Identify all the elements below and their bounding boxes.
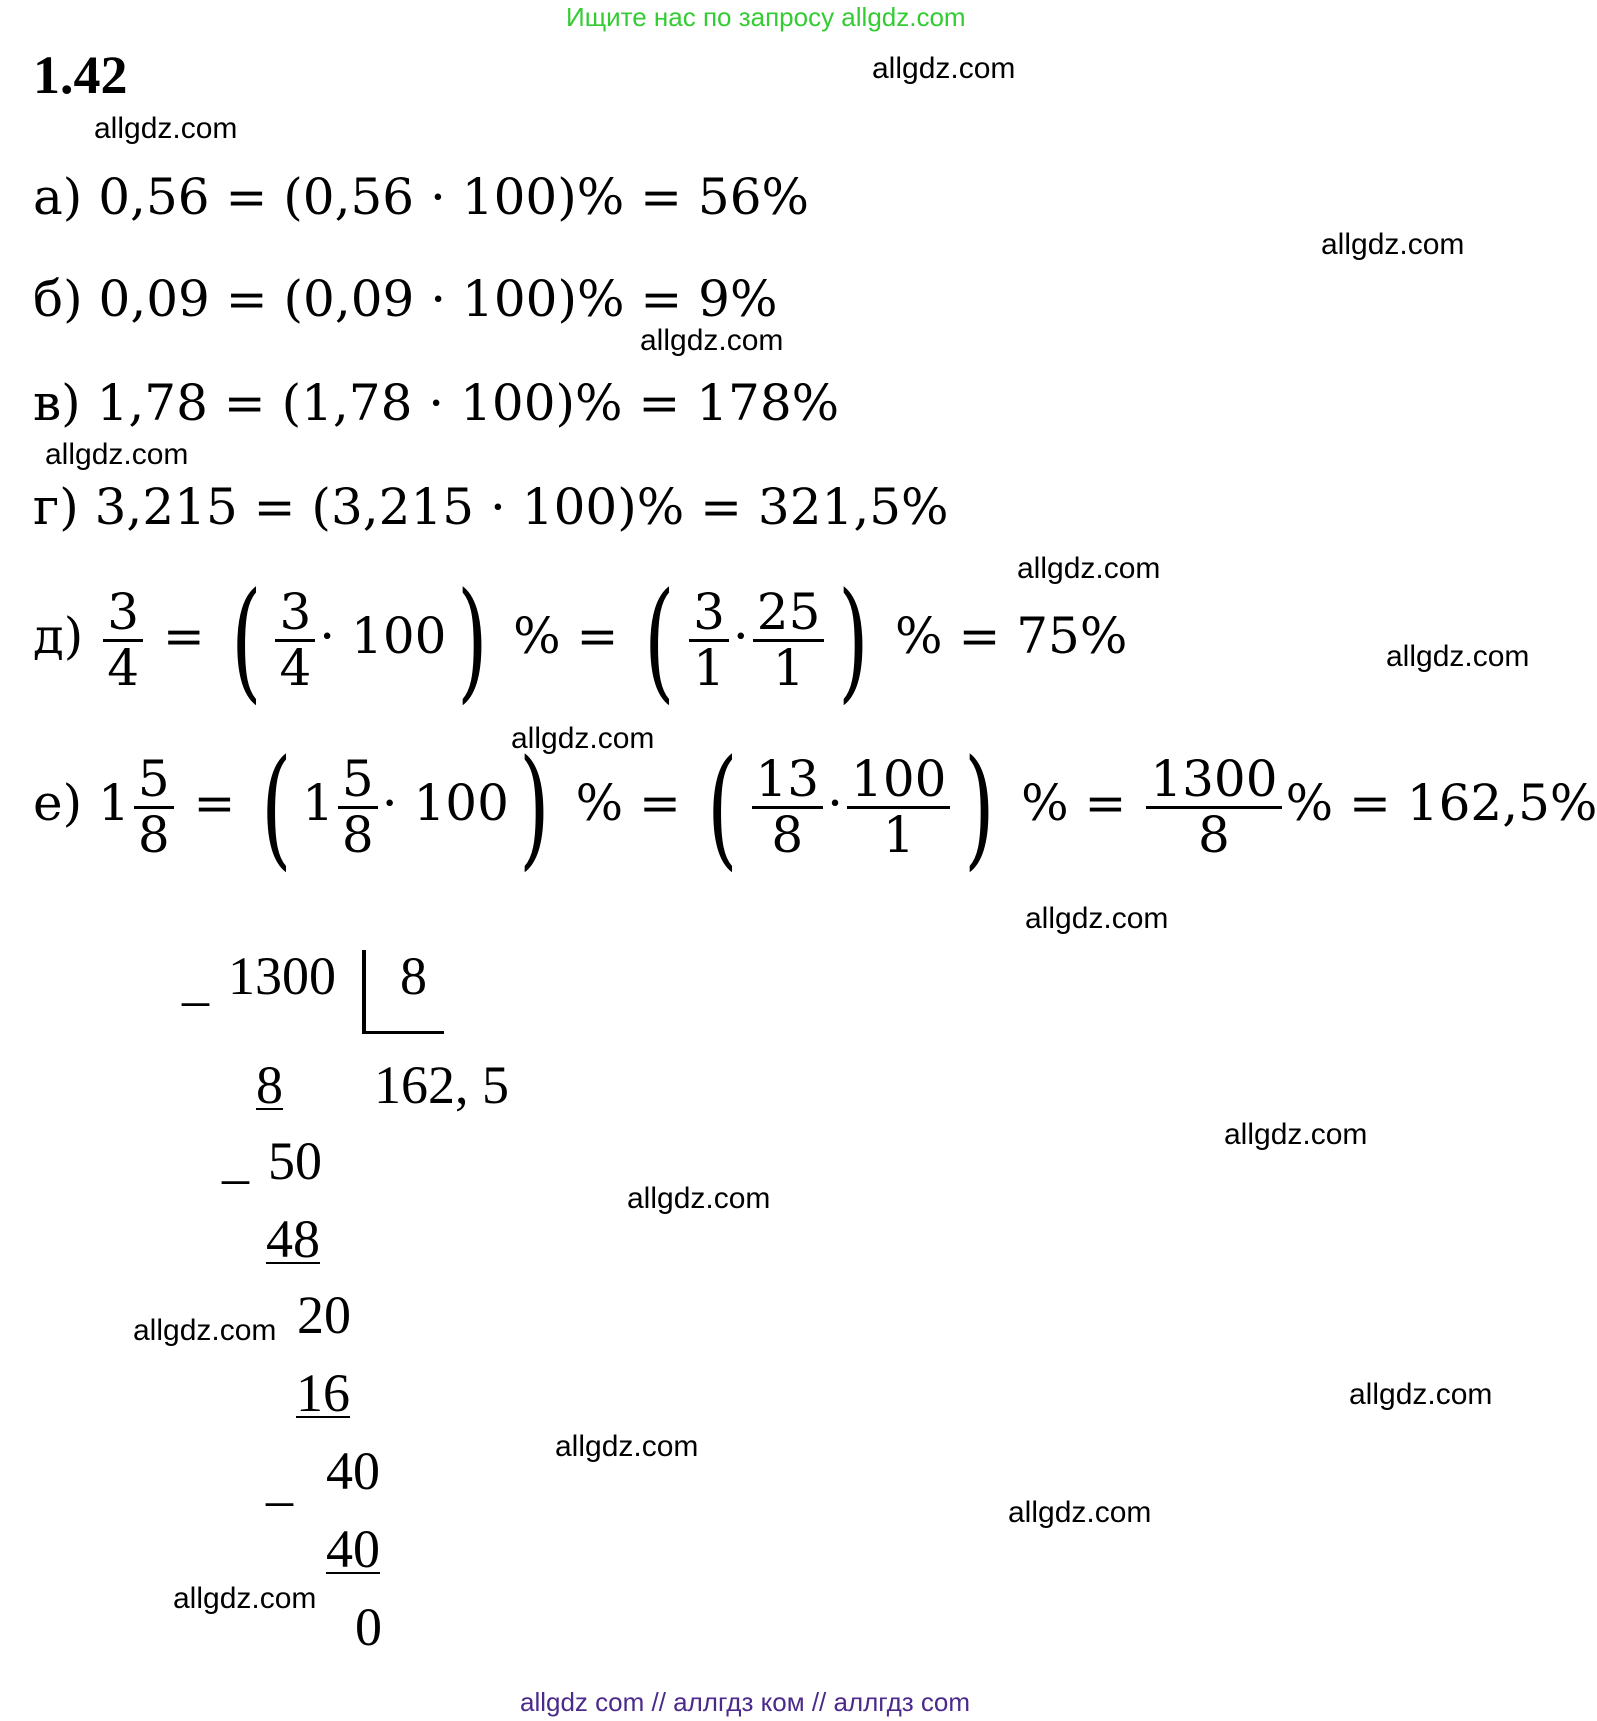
watermark: allgdz.com [1025, 902, 1169, 935]
division-step: 50 [268, 1131, 322, 1191]
watermark: allgdz.com [511, 722, 655, 755]
equation-label: д) [33, 607, 84, 665]
watermark: allgdz.com [1008, 1496, 1152, 1529]
quotient: 162, 5 [374, 1055, 509, 1115]
division-step: 20 [297, 1285, 351, 1345]
dividend: 1300 [228, 946, 336, 1006]
minus-sign: _ [222, 1129, 249, 1189]
watermark: allgdz.com [1224, 1118, 1368, 1151]
exercise-number: 1.42 [33, 45, 128, 105]
equation-body: 3,215 = (3,215 · 100)% = 321,5% [94, 478, 949, 536]
watermark: allgdz.com [1321, 228, 1465, 261]
equation-g [33, 478, 949, 536]
watermark: allgdz.com [173, 1582, 317, 1615]
division-step: 8 [256, 1055, 283, 1115]
equation-e: е) 1 $\frac{5}{8}$ = ( 1 $\frac{5}{8}$ · 100) % = ( $\frac{13}{8}$ · $\frac{100}{1}$ ) % = $\frac{1300}{8}$ % = 162,5% [33, 731, 1597, 883]
watermark: allgdz.com [133, 1314, 277, 1347]
equation-label: а) [33, 168, 83, 226]
watermark: allgdz.com [1386, 640, 1530, 673]
divisor: 8 [400, 946, 427, 1006]
division-step: 16 [296, 1363, 350, 1423]
watermark: allgdz.com [1017, 552, 1161, 585]
equation-label: б) [33, 270, 83, 328]
fraction: $\frac{5}{8}$ [134, 753, 174, 861]
watermark: allgdz.com [872, 52, 1016, 85]
equation-v [33, 374, 839, 432]
watermark: allgdz.com [627, 1182, 771, 1215]
divisor-underline [362, 1031, 444, 1034]
equation-body: 1,78 = (1,78 · 100)% = 178% [96, 374, 840, 432]
watermark: allgdz.com [640, 324, 784, 357]
equation-label: в) [33, 374, 81, 432]
fraction: $\frac{5}{8}$ [338, 753, 378, 861]
equation-body: 0,56 = (0,56 · 100)% = 56% [98, 168, 810, 226]
equation-b [33, 270, 778, 328]
minus-sign: _ [182, 951, 209, 1011]
division-remainder: 0 [355, 1597, 382, 1657]
watermark: allgdz.com [94, 112, 238, 145]
division-step: 40 [326, 1441, 380, 1501]
fraction: $\frac{3}{4}$ [103, 586, 143, 694]
equation-a [33, 168, 809, 226]
equation-d: д) $\frac{3}{4}$ = ( $\frac{3}{4}$ · 100) % = ( $\frac{3}{1}$ · $\frac{25}{1}$ ) % = 75% [33, 564, 1128, 716]
division-step: 48 [266, 1209, 320, 1269]
fraction: $\frac{25}{1}$ [753, 586, 825, 694]
watermark: allgdz.com [45, 438, 189, 471]
division-step: 40 [326, 1519, 380, 1579]
watermark: allgdz.com [1349, 1378, 1493, 1411]
minus-sign: _ [266, 1451, 293, 1511]
fraction: $\frac{100}{1}$ [847, 753, 950, 861]
equation-body: 0,09 = (0,09 · 100)% = 9% [98, 270, 778, 328]
fraction: $\frac{3}{4}$ [275, 586, 315, 694]
footer-links[interactable]: allgdz com // аллгдз ком // аллгдз com [520, 1687, 971, 1717]
fraction: $\frac{13}{8}$ [752, 753, 824, 861]
watermark: allgdz.com [555, 1430, 699, 1463]
equation-label: г) [33, 478, 79, 536]
search-hint-link[interactable]: Ищите нас по запросу allgdz.com [566, 2, 966, 32]
fraction: $\frac{3}{1}$ [689, 586, 729, 694]
division-bar [362, 950, 366, 1034]
fraction: $\frac{1300}{8}$ [1146, 753, 1281, 861]
equation-label: е) [33, 774, 83, 832]
